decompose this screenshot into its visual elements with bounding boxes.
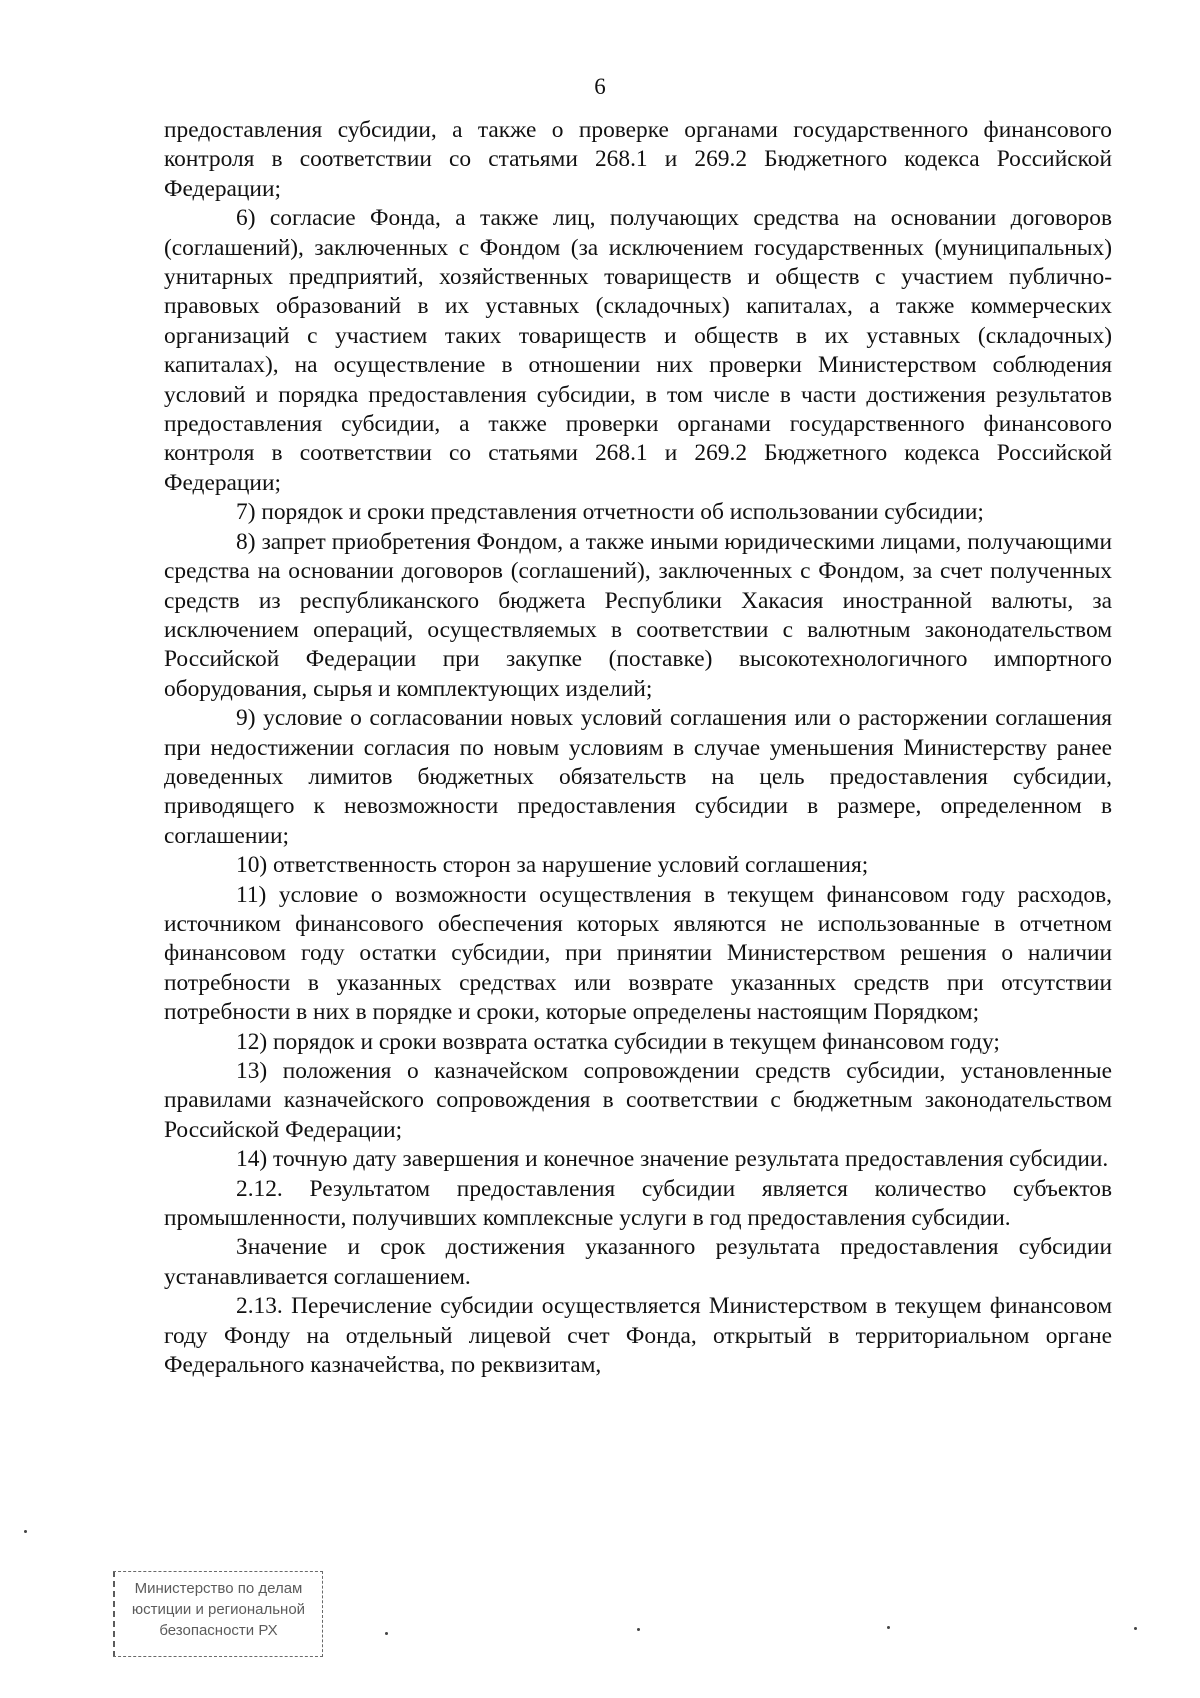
scan-speck — [24, 1530, 27, 1533]
paragraph-item-8: 8) запрет приобретения Фондом, а также иными юридическими лицами, получающими средства на основании договоров (соглашений), заключенных с Фондом, за счет полученных средств из республиканского бюджета Республики Хакасия иностранной валюты, за исключением операций, осуществляемых в соответствии с валютным законодательством Российской Федерации при закупке (поставке) высокотехнологичного импортного оборудования, сырья и комплектующих изделий; — [164, 528, 1112, 702]
paragraph-item-9: 9) условие о согласовании новых условий соглашения или о расторжении соглашения при недостижении согласия по новым условиям в случае уменьшения Министерству ранее доведенных лимитов бюджетных обязательств на цель предоставления субсидии, приводящего к невозможности предоставления субсидии в размере, определенном в соглашении; — [164, 705, 1112, 849]
scan-speck — [1134, 1627, 1137, 1630]
scan-speck — [887, 1626, 890, 1629]
stamp-line-1: Министерство по делам — [134, 1580, 303, 1597]
paragraph-item-13: 13) положения о казначейском сопровождении средств субсидии, установленные правилами казначейского сопровождения в соответствии с бюджетным законодательством Российской Федерации; — [164, 1058, 1112, 1143]
scan-speck — [385, 1632, 388, 1635]
paragraph-item-10: 10) ответственность сторон за нарушение условий соглашения; — [236, 852, 869, 879]
paragraph-item-6: 6) согласие Фонда, а также лиц, получающих средства на основании договоров (соглашений), заключенных с Фондом (за исключением государственных (муниципальных) унитарных предприятий, хозяйственных товариществ и обществ с участием публично-правовых образований в их уставных (складочных) капиталах, а также коммерческих организаций с участием таких товариществ и обществ в их уставных (складочных) капиталах), на осуществление в отношении них проверки Министерством соблюдения условий и порядка предоставления субсидии, в том числе в части достижения результатов предоставления субсидии, а также проверки органами государственного финансового контроля в соответствии со статьями 268.1 и 269.2 Бюджетного кодекса Российской Федерации; — [164, 205, 1112, 496]
paragraph-section-2-13: 2.13. Перечисление субсидии осуществляется Министерством в текущем финансовом году Фонду на отдельный лицевой счет Фонда, открытый в территориальном органе Федерального казначейства, по реквизитам, — [164, 1293, 1112, 1379]
paragraph-result-value: Значение и срок достижения указанного результата предоставления субсидии устанавливается соглашением. — [164, 1234, 1112, 1290]
page-number: 6 — [594, 74, 606, 99]
stamp-line-3: безопасности РХ — [159, 1622, 278, 1639]
paragraph-continuation: предоставления субсидии, а также о проверке органами государственного финансового контроля в соответствии со статьями 268.1 и 269.2 Бюджетного кодекса Российской Федерации; — [164, 117, 1112, 202]
paragraph-item-12: 12) порядок и сроки возврата остатка субсидии в текущем финансовом году; — [236, 1028, 1000, 1055]
ministry-stamp — [113, 1571, 323, 1657]
paragraph-item-11: 11) условие о возможности осуществления в текущем финансовом году расходов, источником финансового обеспечения которых являются не использованные в отчетном финансовом году остатки субсидии, при принятии Министерством решения о наличии потребности в указанных средствах или возврате указанных средств при отсутствии потребности в них в порядке и сроки, которые определены настоящим Порядком; — [164, 881, 1112, 1026]
document-body — [164, 116, 1112, 1380]
paragraph-item-14: 14) точную дату завершения и конечное значение результата предоставления субсидии. — [236, 1146, 1109, 1173]
paragraph-section-2-12: 2.12. Результатом предоставления субсидии является количество субъектов промышленности, получивших комплексные услуги в год предоставления субсидии. — [164, 1175, 1112, 1232]
stamp-line-2: юстиции и региональной — [131, 1601, 306, 1618]
scan-speck — [637, 1628, 640, 1631]
paragraph-item-7: 7) порядок и сроки представления отчетности об использовании субсидии; — [236, 499, 984, 526]
